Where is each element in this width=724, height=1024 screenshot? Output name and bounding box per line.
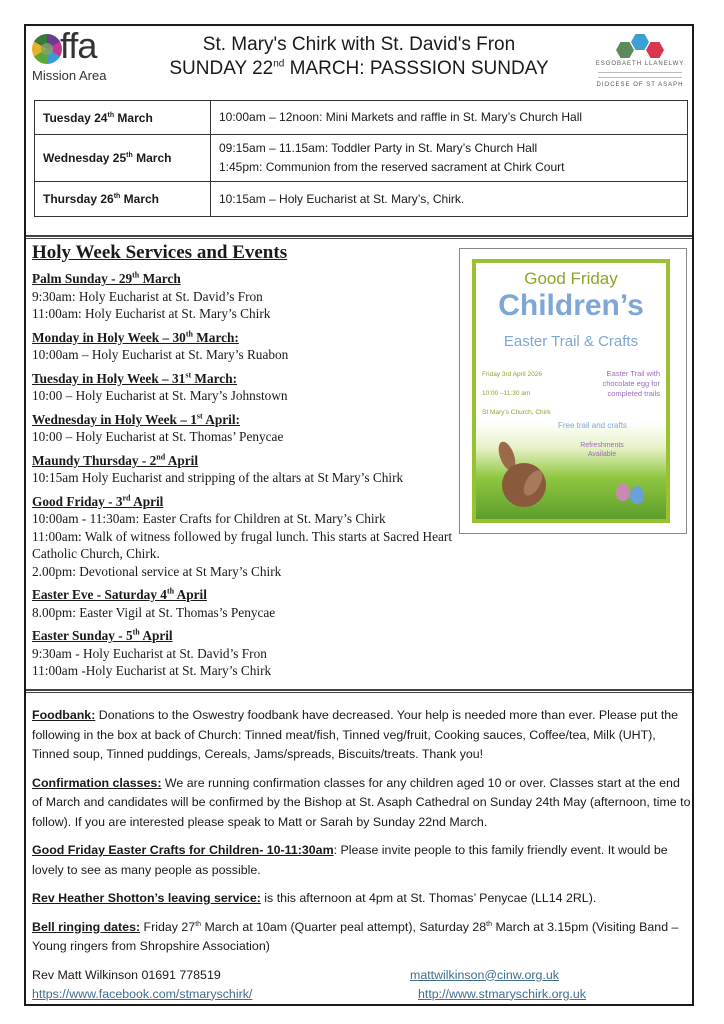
notice-text: : Please invite people to this family friendly event. It would be lovely to see as many people as possible. (32, 843, 668, 877)
website-link[interactable]: http://www.stmaryschirk.org.uk (418, 986, 587, 1001)
notice-easter-crafts (32, 841, 692, 880)
holy-week-day-heading: Good Friday - 3rd April (32, 493, 164, 509)
holy-week-day-heading: Wednesday in Holy Week – 1st April: (32, 411, 240, 427)
title-date-main: SUNDAY 22 (169, 58, 274, 79)
poster-date: Friday 3rd April 2026 (482, 371, 542, 378)
schedule-line: 10:00am – 12noon: Mini Markets and raffle in St. Mary’s Church Hall (219, 110, 583, 124)
title-date (26, 58, 692, 80)
diocese-welsh-name: ESGOBAETH LLANELWY (595, 61, 685, 67)
holy-week-day-heading: Monday in Holy Week – 30th March: (32, 329, 239, 345)
diocese-hex-heart-icon (646, 42, 664, 58)
notice-text: is this afternoon at 4pm at St. Thomas’ Penycae (LL14 2RL). (260, 891, 597, 905)
title-parishes: St. Mary's Chirk with St. David's Fron (202, 34, 516, 55)
holy-week-day-heading: Easter Sunday - 5th April (32, 627, 173, 643)
notice-confirmation (32, 774, 692, 833)
notice-heading: Confirmation classes: (32, 775, 162, 790)
notice-heading: Foodbank: (32, 708, 96, 722)
section-divider (26, 235, 692, 239)
table-row (35, 101, 688, 135)
diocese-hex-green-icon (616, 42, 634, 58)
schedule-details (211, 135, 688, 182)
holy-week-service: 9:30am: Holy Eucharist at St. David’s Fron (32, 288, 263, 304)
holy-week-day (32, 586, 462, 621)
contact-name-phone: Rev Matt Wilkinson 01691 778519 (32, 967, 221, 982)
poster-free: Free trail and crafts (558, 421, 627, 430)
diocese-english-name: DIOCESE OF ST ASAPH (596, 82, 684, 88)
table-row (35, 182, 688, 217)
header (26, 26, 692, 98)
table-row (35, 135, 688, 182)
bunny-icon (496, 441, 550, 509)
holy-week-service: 10:00 – Holy Eucharist at St. Thomas’ Penycae (32, 429, 284, 444)
offa-logo-word: ffa (60, 25, 97, 66)
holy-week-service: 2.00pm: Devotional service at St Mary’s Chirk (32, 563, 282, 579)
bulletin-frame (24, 24, 694, 1006)
diocese-logo (594, 32, 686, 92)
diocese-divider (598, 72, 682, 73)
easter-egg-icon (616, 483, 630, 501)
schedule-line: 10:15am – Holy Eucharist at St. Mary’s, Chirk. (219, 191, 465, 206)
facebook-link[interactable]: https://www.facebook.com/stmaryschirk/ (32, 986, 253, 1001)
poster-body (472, 259, 670, 523)
schedule-day: Thursday 26th March (35, 182, 211, 217)
poster-refreshments: Refreshments Available (580, 442, 624, 458)
holy-week-day-heading: Palm Sunday - 29th March (32, 270, 181, 286)
notice-bell-ringing: Bell ringing dates: Friday 27th March at 10am (Quarter peal attempt), Saturday 28th March at 3.15pm (Visiting Band – Young ringers from Shropshire Association) (32, 919, 679, 953)
holy-week-day (32, 627, 462, 680)
holy-week-section (32, 242, 462, 686)
holy-week-title: Holy Week Services and Events (32, 242, 288, 263)
easter-crafts-poster (459, 248, 687, 534)
holy-week-service: 10:00am - 11:30am: Easter Crafts for Children at St. Mary’s Chirk (32, 511, 386, 526)
holy-week-service: 11:00am: Walk of witness followed by frugal lunch. This starts at Sacred Heart Catholic Church, Chirk. (32, 528, 453, 561)
weekly-schedule-table (34, 100, 688, 217)
poster-childrens: Children’s (498, 289, 644, 322)
schedule-line: 09:15am – 11.15am: Toddler Party in St. Mary’s Church Hall (219, 141, 538, 155)
holy-week-service: 11:00am -Holy Eucharist at St. Mary’s Chirk (32, 663, 272, 678)
schedule-line: 1:45pm: Communion from the reserved sacrament at Chirk Court (219, 160, 565, 174)
holy-week-service: 10:00 – Holy Eucharist at St. Mary’s Johnstown (32, 388, 288, 403)
contact-block (32, 966, 692, 1006)
holy-week-day (32, 411, 462, 446)
holy-week-service: 9:30am - Holy Eucharist at St. David’s Fron (32, 645, 267, 661)
section-divider (26, 689, 692, 693)
holy-week-day-heading: Easter Eve - Saturday 4th April (32, 586, 207, 602)
holy-week-day (32, 329, 462, 364)
holy-week-day (32, 270, 462, 323)
holy-week-day-heading: Tuesday in Holy Week – 31st March: (32, 370, 238, 386)
title-date-suffix: nd (273, 58, 285, 70)
holy-week-day (32, 493, 462, 581)
notice-text: Donations to the Oswestry foodbank have decreased. Your help is needed more than ever. Please put the following in the box at back of Church: Tinned meat/fish, Tinned veg/fruit, Cooking sauces, Coffee/tea, Milk (UHT), Tinned soup, Tinned puddings, Cereals, Jams/spreads, Biscuits/treats. Thank you! (32, 708, 679, 761)
holy-week-day (32, 452, 462, 487)
poster-good-friday: Good Friday (524, 269, 618, 288)
schedule-details (211, 182, 688, 217)
notice-heading: Good Friday Easter Crafts for Children- 10-11:30am (32, 843, 334, 857)
holy-week-day-heading: Maundy Thursday - 2nd April (32, 452, 199, 468)
title-date-rest: MARCH: PASSSION SUNDAY (284, 58, 549, 79)
schedule-details (211, 101, 688, 135)
poster-details (482, 365, 551, 422)
poster-easter-trail: Easter Trail & Crafts (503, 333, 639, 350)
easter-egg-icon (630, 486, 644, 504)
diocese-divider (598, 77, 682, 78)
holy-week-service: 8.00pm: Easter Vigil at St. Thomas’s Penycae (32, 604, 276, 620)
poster-trail-note: Easter Trail with chocolate egg for completed trails (602, 369, 660, 398)
notices-section (32, 706, 692, 1006)
holy-week-service: 11:00am: Holy Eucharist at St. Mary’s Chirk (32, 306, 271, 321)
diocese-hex-blue-icon (631, 34, 649, 50)
email-link[interactable]: mattwilkinson@cinw.org.uk (410, 967, 559, 982)
holy-week-day (32, 370, 462, 405)
poster-venue: St Mary’s Church, Chirk (482, 409, 551, 416)
offa-logo-subtitle: Mission Area (32, 68, 107, 83)
schedule-day: Tuesday 24th March (35, 101, 211, 135)
notice-text: We are running confirmation classes for any children aged 10 or over. Classes start at the end of March and candidates will be confirmed by the Bishop at St. Asaph Cathedral on Sunday 24th May (afternoon, time to follow). If you are interested please speak to Matt or Sarah by Sunday 22nd March. (32, 775, 691, 829)
notice-heading: Rev Heather Shotton’s leaving service: (32, 891, 261, 905)
notice-heading: Bell ringing dates: (32, 919, 141, 934)
holy-week-list (32, 270, 462, 680)
holy-week-service: 10:15am Holy Eucharist and stripping of the altars at St Mary’s Chirk (32, 470, 404, 485)
schedule-day: Wednesday 25th March (35, 135, 211, 182)
holy-week-service: 10:00am – Holy Eucharist at St. Mary’s Ruabon (32, 347, 289, 362)
notice-foodbank (32, 706, 692, 765)
poster-time: 10:00 –11:30 am (482, 390, 531, 397)
notice-leaving-service (32, 889, 692, 909)
